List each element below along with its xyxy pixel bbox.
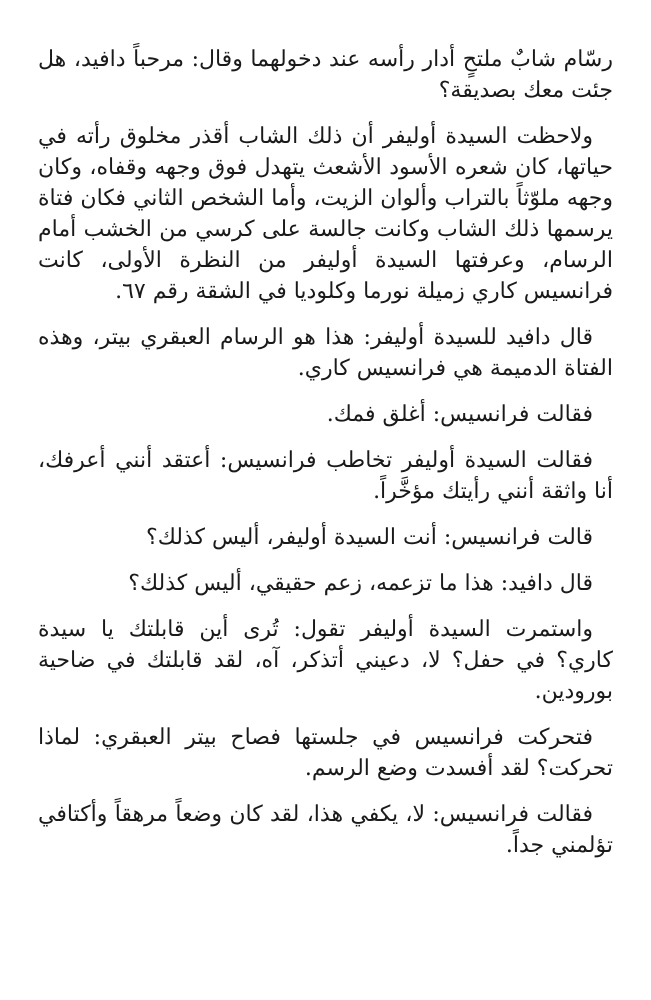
paragraph-4: فقالت فرانسيس: أغلق فمك. bbox=[326, 402, 593, 427]
paragraph-9: فتحركت فرانسيس في جلستها فصاح بيتر العبقري: لماذا تحركت؟ لقد أفسدت وضع الرسم. bbox=[38, 725, 613, 781]
paragraph-3: قال دافيد للسيدة أوليفر: هذا هو الرسام العبقري بيتر، وهذه الفتاة الدميمة هي فرانسيس كاري. bbox=[38, 325, 613, 381]
paragraph-5: فقالت السيدة أوليفر تخاطب فرانسيس: أعتقد أنني أعرفك، أنا واثقة أنني رأيتك مؤخَّراً. bbox=[38, 448, 613, 504]
paragraph-7: قال دافيد: هذا ما تزعمه، زعم حقيقي، أليس كذلك؟ bbox=[128, 571, 593, 596]
paragraph-2: ولاحظت السيدة أوليفر أن ذلك الشاب أقذر مخلوق رأته في حياتها، كان شعره الأسود الأشعث يتهدل فوق وجهه وقفاه، وكان وجهه ملوّثاً بالتراب وألوان الزيت، وأما الشخص الثاني فكان فتاة يرسمها ذلك الشاب وكانت جالسة على كرسي من الخشب أمام الرسام، وعرفتها السيدة أوليفر من النظرة الأولى، كانت فرانسيس كاري زميلة نورما وكلوديا في الشقة رقم ٦٧. bbox=[38, 124, 613, 304]
paragraph-1: رسّام شابٌ ملتحٍ أدار رأسه عند دخولهما وقال: مرحباً دافيد، هل جئت معك بصديقة؟ bbox=[38, 47, 613, 103]
paragraph-8: واستمرت السيدة أوليفر تقول: تُرى أين قابلتك يا سيدة كاري؟ في حفل؟ لا، دعيني أتذكر، آه، لقد قابلتك في ضاحية بورودين. bbox=[38, 617, 613, 704]
paragraph-6: قالت فرانسيس: أنت السيدة أوليفر، أليس كذلك؟ bbox=[146, 525, 593, 550]
paragraph-10: فقالت فرانسيس: لا، يكفي هذا، لقد كان وضعاً مرهقاً وأكتافي تؤلمني جداً. bbox=[38, 802, 613, 858]
book-page bbox=[38, 44, 613, 876]
